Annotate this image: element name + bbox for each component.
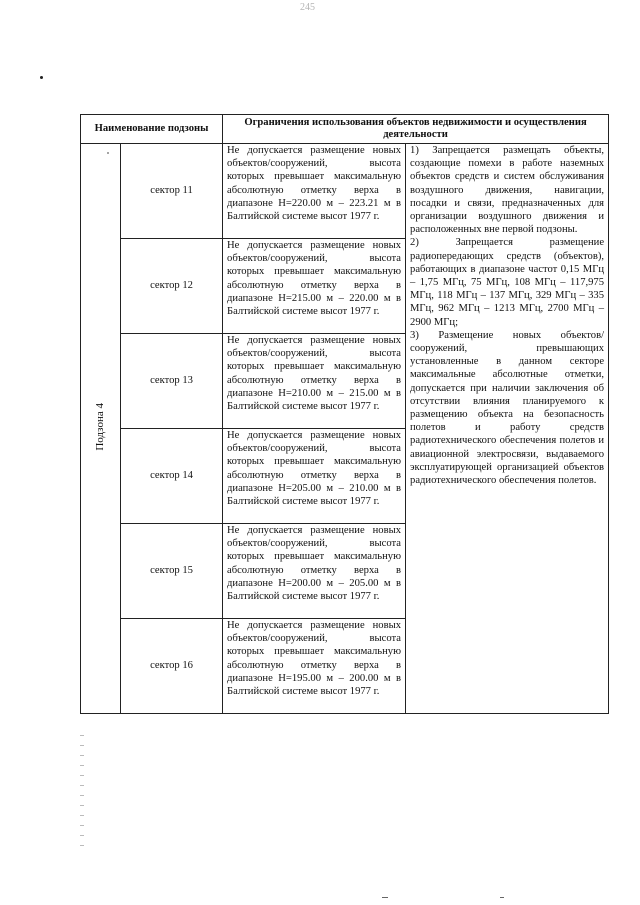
restriction-text: Не допускается размещение новых объектов/сооружений, высота которых превышает максимальную абсолютную отметку верха в диапазоне Н=220.00 м – 223.21 м в [227,145,402,209]
restriction-text-end: Балтийской системе высот 1977 г. [227,306,380,318]
restriction-text-end: Балтийской системе высот 1977 г. [227,211,380,223]
table-header-row [81,115,609,144]
header-restrictions: Ограничения использования объектов недвижимости и осуществления деятельности [223,115,609,144]
restriction-text: Не допускается размещение новых объектов/сооружений, высота которых превышает максимальную абсолютную отметку верха в диапазоне Н=210.00 м – 215.00 м в [227,335,402,399]
sector-name: сектор 15 [121,524,223,619]
sector-restriction [223,239,406,334]
sector-restriction [223,334,406,429]
common-restriction-1: 1) Запрещается размещать объекты, создающие помехи в работе наземных объектов средств и систем обслуживания воздушного движения, навигации, посадки и связи, предназначенных для организации воздушного движения и расположенных вне первой подзоны. [410,145,605,236]
sector-name: сектор 13 [121,334,223,429]
restriction-text: Не допускается размещение новых объектов/сооружений, высота которых превышает максимальную абсолютную отметку верха в диапазоне Н=215.00 м – 220.00 м в [227,240,402,304]
table-row [81,144,609,239]
restriction-text: Не допускается размещение новых объектов/сооружений, высота которых превышает максимальную абсолютную отметку верха в диапазоне Н=200.00 м – 205.00 м в [227,525,402,589]
sector-restriction [223,429,406,524]
sector-name: сектор 14 [121,429,223,524]
header-subzone-name: Наименование подзоны [81,115,223,144]
sector-name: сектор 12 [121,239,223,334]
sector-name: сектор 11 [121,144,223,239]
scan-speck [382,897,388,898]
sector-name: сектор 16 [121,619,223,714]
sector-restriction [223,144,406,239]
scan-speck [500,897,504,898]
restriction-text: Не допускается размещение новых объектов/сооружений, высота которых превышает максимальную абсолютную отметку верха в диапазоне Н=205.00 м – 210.00 м в [227,430,402,494]
subzone-cell [81,144,121,714]
restriction-text: Не допускается размещение новых объектов/сооружений, высота которых превышает максимальную абсолютную отметку верха в диапазоне Н=195.00 м – 200.00 м в [227,620,402,684]
common-restriction-2: 2) Запрещается размещение радиопередающих средств (объектов), работающих в диапазоне частот 0,15 МГц – 1,75 МГц, 75 МГц, 108 МГц – 117,975 МГц, 118 МГц – 137 МГц, 329 МГц – 335 МГц, 962 МГц – 1213 МГц, 2700 МГц – 2900 МГц; [410,237,605,328]
page-number: 245 [300,2,315,13]
sector-restriction [223,619,406,714]
common-restrictions [406,144,609,714]
sector-restriction [223,524,406,619]
restrictions-table [80,114,609,714]
common-restriction-3: 3) Размещение новых объектов/сооружений, превышающих установленные в данном секторе максимальные абсолютные отметки, допускается при наличии заключения об отсутствии влияния планируемого к размещению объекта на безопасность полетов и работу средств радиотехнического обеспечения полетов и авиационной электросвязи, выдаваемого эксплуатирующей организацией объектов радиотехнического обеспечения полетов. [410,329,605,487]
restriction-text-end: Балтийской системе высот 1977 г. [227,496,380,508]
scan-speck [40,76,43,79]
restriction-text-end: Балтийской системе высот 1977 г. [227,591,380,603]
subzone-label: Подзона 4 [93,402,106,451]
scan-dotted-line [80,735,84,855]
restriction-text-end: Балтийской системе высот 1977 г. [227,401,380,413]
restriction-text-end: Балтийской системе высот 1977 г. [227,686,380,698]
